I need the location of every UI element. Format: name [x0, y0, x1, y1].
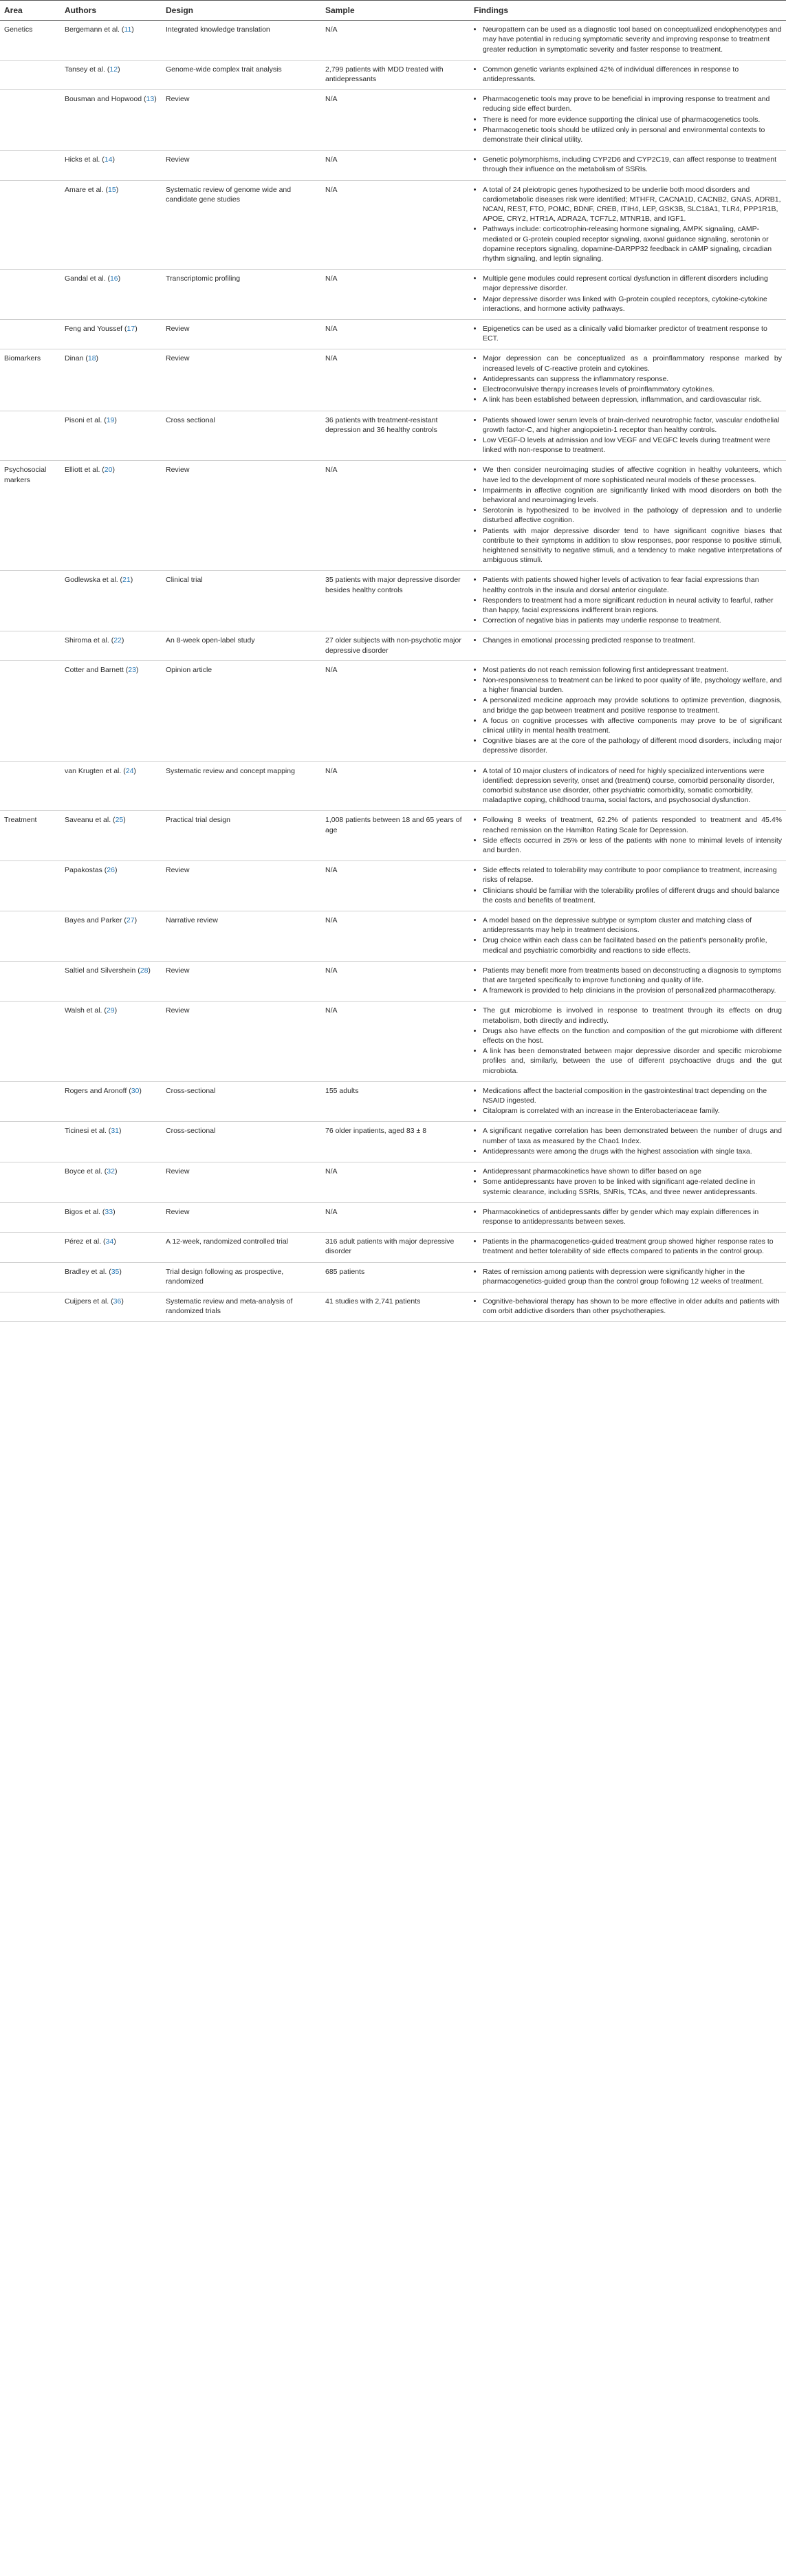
authors-cell: Saltiel and Silvershein (28): [61, 961, 162, 1002]
table-row: [0, 411, 786, 461]
finding-item: • Correction of negative bias in patients may underlie response to treatment.: [483, 616, 782, 625]
table-row: [0, 811, 786, 861]
authors-cell: Godlewska et al. (21): [61, 571, 162, 631]
area-cell: [0, 60, 61, 89]
findings-cell: [470, 21, 786, 61]
design-cell: Review: [162, 1162, 321, 1203]
table-row: [0, 90, 786, 151]
findings-list: [474, 636, 782, 645]
findings-cell: [470, 1081, 786, 1122]
findings-cell: [470, 1122, 786, 1162]
author-name: Elliott et al.: [65, 466, 100, 475]
findings-list: [474, 1126, 782, 1156]
findings-list: [474, 815, 782, 855]
design-cell: Cross-sectional: [162, 1122, 321, 1162]
author-name: Hicks et al.: [65, 155, 100, 164]
design-cell: Narrative review: [162, 911, 321, 962]
finding-item: • Patients with patients showed higher levels of activation to fear facial expressions than healthy controls in the insula and dorsal anterior cingulate.: [483, 575, 782, 594]
sample-cell: N/A: [321, 349, 470, 411]
author-name: Bradley et al.: [65, 1267, 107, 1276]
sample-cell: 685 patients: [321, 1262, 470, 1292]
findings-cell: [470, 811, 786, 861]
author-name: Amare et al.: [65, 185, 104, 194]
area-cell: [0, 90, 61, 151]
findings-cell: [470, 349, 786, 411]
findings-cell: [470, 1202, 786, 1232]
sample-cell: 155 adults: [321, 1081, 470, 1122]
finding-item: • A total of 24 pleiotropic genes hypothesized to be underlie both mood disorders and cardiometabolic diseases risk were identified; MTHFR, CACNA1D, CACNB2, GNAS, ADRB1, NCAN, REST, FTO, POMC, BDNF, CREB, ITIH4, LEP, GSK3B, SLC18A1, TLR4, PPP1R1B, APOE, CRY2, HTR1A, ADRA2A, TCF7L2, MTNR1B, and IGF1.: [483, 185, 782, 224]
authors-cell: Pérez et al. (34): [61, 1233, 162, 1262]
findings-cell: [470, 761, 786, 811]
finding-item: • Pharmacokinetics of antidepressants differ by gender which may explain differences in response to antidepressants between sexes.: [483, 1207, 782, 1226]
authors-cell: Cuijpers et al. (36): [61, 1292, 162, 1321]
sample-cell: N/A: [321, 1002, 470, 1081]
findings-list: [474, 766, 782, 805]
sample-cell: 76 older inpatients, aged 83 ± 8: [321, 1122, 470, 1162]
area-cell: [0, 571, 61, 631]
finding-item: • Non-responsiveness to treatment can be linked to poor quality of life, psychology welfare, and a higher financial burden.: [483, 675, 782, 695]
design-cell: Clinical trial: [162, 571, 321, 631]
reference-link[interactable]: 26: [107, 866, 115, 875]
finding-item: • Antidepressants can suppress the inflammatory response.: [483, 374, 782, 384]
author-name: Ticinesi et al.: [65, 1127, 107, 1136]
findings-cell: [470, 180, 786, 270]
finding-item: • A total of 10 major clusters of indicators of need for highly specialized interventions were identified: depression severity, onset and (treatment) course, comorbid personality disorder, comorbid substance use disorder, other psychiatric comorbidity, somatic comorbidity, maladaptive coping, childhood trauma, social factors, and psychosocial dysfunction.: [483, 766, 782, 805]
authors-cell: Bergemann et al. (11): [61, 21, 162, 61]
authors-cell: Feng and Youssef (17): [61, 320, 162, 349]
findings-cell: [470, 411, 786, 461]
finding-item: • Pharmacogenetic tools should be utilized only in personal and environmental contexts to demonstrate their clinical utility.: [483, 125, 782, 144]
findings-cell: [470, 1002, 786, 1081]
finding-item: • Patients showed lower serum levels of brain-derived neurotrophic factor, vascular endothelial growth factor-C, and higher angiopoietin-1 receptor than healthy controls.: [483, 415, 782, 435]
finding-item: • A personalized medicine approach may provide solutions to optimize prevention, diagnosis, and bridge the gap between treatment and positive response to treatment.: [483, 695, 782, 715]
design-cell: Transcriptomic profiling: [162, 270, 321, 320]
finding-item: • Serotonin is hypothesized to be involved in the pathology of depression and to underlie disturbed affective cognition.: [483, 506, 782, 525]
authors-cell: Walsh et al. (29): [61, 1002, 162, 1081]
table-row: [0, 320, 786, 349]
findings-list: [474, 94, 782, 144]
authors-cell: Bousman and Hopwood (13): [61, 90, 162, 151]
finding-item: • A significant negative correlation has been demonstrated between the number of drugs and number of taxa as measured by the Chao1 Index.: [483, 1126, 782, 1145]
authors-cell: Elliott et al. (20): [61, 461, 162, 571]
area-cell: [0, 961, 61, 1002]
findings-list: [474, 575, 782, 625]
table-row: [0, 911, 786, 962]
author-name: Shiroma et al.: [65, 636, 109, 645]
findings-list: [474, 25, 782, 54]
findings-cell: [470, 961, 786, 1002]
authors-cell: Papakostas (26): [61, 861, 162, 911]
design-cell: Genome-wide complex trait analysis: [162, 60, 321, 89]
area-cell: [0, 861, 61, 911]
findings-list: [474, 1267, 782, 1286]
finding-item: • Patients with major depressive disorder tend to have significant cognitive biases that contribute to their symptoms in addition to slow responses, poor response to positive stimuli, heightened sensitivity to negative stimuli, and a tendency to make negative interpretations of ambiguous stimuli.: [483, 526, 782, 565]
author-name: Saltiel and Silvershein: [65, 966, 136, 975]
findings-cell: [470, 1162, 786, 1203]
reference-link[interactable]: 19: [106, 415, 115, 424]
findings-cell: [470, 151, 786, 180]
area-cell: [0, 1122, 61, 1162]
area-cell: [0, 411, 61, 461]
area-cell: [0, 1162, 61, 1203]
author-name: Cotter and Barnett: [65, 665, 124, 674]
design-cell: Cross-sectional: [162, 1081, 321, 1122]
design-cell: Review: [162, 461, 321, 571]
reference-link[interactable]: 33: [105, 1207, 113, 1216]
area-cell: Treatment: [0, 811, 61, 861]
authors-cell: Cotter and Barnett (23): [61, 660, 162, 761]
findings-cell: [470, 270, 786, 320]
author-name: Pisoni et al.: [65, 415, 102, 424]
sample-cell: N/A: [321, 461, 470, 571]
sample-cell: N/A: [321, 961, 470, 1002]
reference-link[interactable]: 20: [104, 466, 113, 475]
area-cell: [0, 1292, 61, 1321]
author-name: Bergemann et al.: [65, 25, 120, 34]
sample-cell: N/A: [321, 911, 470, 962]
sample-cell: N/A: [321, 151, 470, 180]
design-cell: Systematic review of genome wide and candidate gene studies: [162, 180, 321, 270]
authors-cell: Pisoni et al. (19): [61, 411, 162, 461]
reference-link[interactable]: 11: [124, 25, 132, 34]
findings-cell: [470, 1292, 786, 1321]
sample-cell: N/A: [321, 320, 470, 349]
authors-cell: Tansey et al. (12): [61, 60, 162, 89]
authors-cell: Ticinesi et al. (31): [61, 1122, 162, 1162]
finding-item: • Genetic polymorphisms, including CYP2D6 and CYP2C19, can affect response to treatment through their influence on the metabolism of SSRIs.: [483, 155, 782, 174]
reference-link[interactable]: 29: [106, 1006, 115, 1015]
reference-link[interactable]: 25: [115, 816, 124, 825]
area-cell: [0, 320, 61, 349]
reference-link[interactable]: 12: [109, 65, 118, 74]
table-row: [0, 21, 786, 61]
author-name: Bigos et al.: [65, 1207, 100, 1216]
design-cell: Review: [162, 320, 321, 349]
finding-item: • Most patients do not reach remission following first antidepressant treatment.: [483, 665, 782, 675]
reference-link[interactable]: 18: [87, 354, 96, 363]
author-name: Feng and Youssef: [65, 325, 123, 334]
authors-cell: Bigos et al. (33): [61, 1202, 162, 1232]
author-name: Gandal et al.: [65, 274, 106, 283]
reference-link[interactable]: 23: [128, 665, 136, 674]
header-design: Design: [162, 1, 321, 21]
reference-link[interactable]: 31: [111, 1127, 119, 1136]
findings-list: [474, 1006, 782, 1075]
authors-cell: Hicks et al. (14): [61, 151, 162, 180]
author-name: Pérez et al.: [65, 1237, 102, 1246]
finding-item: • The gut microbiome is involved in response to treatment through its effects on drug metabolism, both directly and indirectly.: [483, 1006, 782, 1025]
findings-cell: [470, 861, 786, 911]
authors-cell: van Krugten et al. (24): [61, 761, 162, 811]
table-row: [0, 861, 786, 911]
finding-item: • Citalopram is correlated with an increase in the Enterobacteriaceae family.: [483, 1106, 782, 1116]
table-row: [0, 1002, 786, 1081]
table-row: [0, 180, 786, 270]
findings-cell: [470, 90, 786, 151]
findings-list: [474, 415, 782, 455]
reference-link[interactable]: 15: [108, 185, 116, 194]
table-row: [0, 660, 786, 761]
header-area: Area: [0, 1, 61, 21]
findings-list: [474, 966, 782, 996]
table-row: [0, 151, 786, 180]
findings-list: [474, 1297, 782, 1316]
design-cell: Opinion article: [162, 660, 321, 761]
findings-list: [474, 185, 782, 264]
design-cell: Integrated knowledge translation: [162, 21, 321, 61]
findings-list: [474, 354, 782, 404]
table-row: [0, 1202, 786, 1232]
area-cell: Biomarkers: [0, 349, 61, 411]
authors-cell: Rogers and Aronoff (30): [61, 1081, 162, 1122]
authors-cell: Amare et al. (15): [61, 180, 162, 270]
header-row: [0, 1, 786, 21]
design-cell: Practical trial design: [162, 811, 321, 861]
sample-cell: N/A: [321, 270, 470, 320]
findings-list: [474, 916, 782, 955]
author-name: Rogers and Aronoff: [65, 1086, 127, 1095]
findings-cell: [470, 631, 786, 660]
author-name: Boyce et al.: [65, 1167, 102, 1176]
findings-list: [474, 274, 782, 314]
findings-cell: [470, 320, 786, 349]
table-row: [0, 1233, 786, 1262]
reference-link[interactable]: 16: [109, 274, 118, 283]
design-cell: Review: [162, 1202, 321, 1232]
findings-list: [474, 1086, 782, 1116]
reference-link[interactable]: 14: [104, 155, 113, 164]
finding-item: • Rates of remission among patients with depression were significantly higher in the pharmacogenetics-guided group than the control group following 12 weeks of treatment.: [483, 1267, 782, 1286]
design-cell: Review: [162, 961, 321, 1002]
reference-link[interactable]: 13: [146, 95, 155, 104]
finding-item: • Side effects occurred in 25% or less of the patients with none to minimal levels of intensity and burden.: [483, 836, 782, 855]
finding-item: • Side effects related to tolerability may contribute to poor compliance to treatment, increasing risks of relapse.: [483, 865, 782, 885]
reference-link[interactable]: 30: [131, 1086, 140, 1095]
reference-link[interactable]: 17: [127, 325, 135, 334]
finding-item: • Medications affect the bacterial composition in the gastrointestinal tract depending on the NSAID ingested.: [483, 1086, 782, 1105]
finding-item: • Drugs also have effects on the function and composition of the gut microbiome with different effects on the host.: [483, 1026, 782, 1046]
authors-cell: Bayes and Parker (27): [61, 911, 162, 962]
table-row: [0, 60, 786, 89]
design-cell: Trial design following as prospective, randomized: [162, 1262, 321, 1292]
reference-link[interactable]: 24: [125, 766, 134, 775]
area-cell: [0, 660, 61, 761]
findings-cell: [470, 60, 786, 89]
design-cell: Systematic review and meta-analysis of randomized trials: [162, 1292, 321, 1321]
sample-cell: N/A: [321, 861, 470, 911]
authors-cell: Saveanu et al. (25): [61, 811, 162, 861]
finding-item: • A model based on the depressive subtype or symptom cluster and matching class of antidepressants may help in treatment decisions.: [483, 916, 782, 935]
author-name: Cuijpers et al.: [65, 1297, 109, 1306]
sample-cell: 27 older subjects with non-psychotic major depressive disorder: [321, 631, 470, 660]
table-row: [0, 961, 786, 1002]
finding-item: • Low VEGF-D levels at admission and low VEGF and VEGFC levels during treatment were linked with non-response to treatment.: [483, 435, 782, 455]
finding-item: • Patients may benefit more from treatments based on deconstructing a diagnosis to symptoms that are targeted specifically to improve functioning and quality of life.: [483, 966, 782, 985]
findings-list: [474, 1207, 782, 1226]
area-cell: [0, 1002, 61, 1081]
findings-cell: [470, 660, 786, 761]
findings-list: [474, 865, 782, 905]
reference-link[interactable]: 36: [113, 1297, 122, 1306]
area-cell: [0, 911, 61, 962]
findings-list: [474, 1167, 782, 1197]
area-cell: [0, 1202, 61, 1232]
finding-item: • Electroconvulsive therapy increases levels of proinflammatory cytokines.: [483, 385, 782, 394]
sample-cell: 316 adult patients with major depressive disorder: [321, 1233, 470, 1262]
table-row: [0, 1122, 786, 1162]
finding-item: • Clinicians should be familiar with the tolerability profiles of different drugs and should balance the costs and benefits of treatment.: [483, 886, 782, 905]
header-authors: Authors: [61, 1, 162, 21]
findings-cell: [470, 571, 786, 631]
sample-cell: N/A: [321, 21, 470, 61]
table-row: [0, 1162, 786, 1203]
author-name: Saveanu et al.: [65, 816, 111, 825]
header-findings: Findings: [470, 1, 786, 21]
finding-item: • Responders to treatment had a more significant reduction in neural activity to fearful, rather than happy, facial expressions indifferent brain regions.: [483, 596, 782, 615]
table-row: [0, 571, 786, 631]
authors-cell: Gandal et al. (16): [61, 270, 162, 320]
table-row: [0, 761, 786, 811]
finding-item: • Antidepressants were among the drugs with the highest association with single taxa.: [483, 1147, 782, 1156]
finding-item: • Impairments in affective cognition are significantly linked with mood disorders on both the behavioral and neuroimaging levels.: [483, 486, 782, 505]
reference-link[interactable]: 22: [113, 636, 122, 645]
area-cell: [0, 631, 61, 660]
author-name: Dinan: [65, 354, 84, 363]
authors-cell: Boyce et al. (32): [61, 1162, 162, 1203]
reference-link[interactable]: 34: [105, 1237, 114, 1246]
author-name: van Krugten et al.: [65, 766, 122, 775]
author-name: Tansey et al.: [65, 65, 105, 74]
findings-list: [474, 665, 782, 756]
table-row: [0, 349, 786, 411]
finding-item: • Common genetic variants explained 42% of individual differences in response to antidepressants.: [483, 65, 782, 84]
design-cell: Review: [162, 90, 321, 151]
sample-cell: N/A: [321, 660, 470, 761]
sample-cell: 41 studies with 2,741 patients: [321, 1292, 470, 1321]
findings-cell: [470, 911, 786, 962]
reference-link[interactable]: 28: [140, 966, 149, 975]
finding-item: • A focus on cognitive processes with affective components may prove to be of significant clinical utility in mental health treatment.: [483, 716, 782, 735]
findings-list: [474, 324, 782, 343]
design-cell: Review: [162, 349, 321, 411]
reference-link[interactable]: 32: [107, 1167, 115, 1176]
sample-cell: 35 patients with major depressive disorder besides healthy controls: [321, 571, 470, 631]
reference-link[interactable]: 21: [122, 576, 131, 585]
design-cell: Review: [162, 861, 321, 911]
design-cell: Cross sectional: [162, 411, 321, 461]
finding-item: • A link has been established between depression, inflammation, and cardiovascular risk.: [483, 395, 782, 404]
sample-cell: 36 patients with treatment-resistant depression and 36 healthy controls: [321, 411, 470, 461]
area-cell: [0, 1081, 61, 1122]
sample-cell: 2,799 patients with MDD treated with antidepressants: [321, 60, 470, 89]
area-cell: [0, 180, 61, 270]
table-row: [0, 1262, 786, 1292]
sample-cell: N/A: [321, 1162, 470, 1203]
author-name: Papakostas: [65, 866, 102, 875]
design-cell: Systematic review and concept mapping: [162, 761, 321, 811]
author-name: Bousman and Hopwood: [65, 95, 142, 104]
finding-item: • Multiple gene modules could represent cortical dysfunction in different disorders including major depressive disorder.: [483, 274, 782, 293]
area-cell: [0, 1262, 61, 1292]
finding-item: • Pathways include: corticotrophin-releasing hormone signaling, AMPK signaling, cAMP-mediated or G-protein coupled receptor signaling, axonal guidance signaling, serotonin or dopamine receptors signaling, dopamine-DARPP32 feedback in cAMP signaling, circadian rhythm signaling, and leptin signaling.: [483, 224, 782, 263]
finding-item: • Patients in the pharmacogenetics-guided treatment group showed higher response rates to treatment and better tolerability of side effects compared to patients in the control group.: [483, 1237, 782, 1256]
table-row: [0, 631, 786, 660]
finding-item: • Pharmacogenetic tools may prove to be beneficial in improving response to treatment and reducing side effect burden.: [483, 94, 782, 113]
findings-list: [474, 465, 782, 565]
reference-link[interactable]: 27: [126, 916, 135, 925]
area-cell: [0, 761, 61, 811]
header-sample: Sample: [321, 1, 470, 21]
design-cell: An 8-week open-label study: [162, 631, 321, 660]
area-cell: [0, 151, 61, 180]
table-row: [0, 270, 786, 320]
finding-item: • Major depressive disorder was linked with G-protein coupled receptors, cytokine-cytokine interactions, and hormone activity pathways.: [483, 294, 782, 314]
author-name: Walsh et al.: [65, 1006, 102, 1015]
finding-item: • Changes in emotional processing predicted response to treatment.: [483, 636, 782, 645]
findings-list: [474, 155, 782, 174]
author-name: Bayes and Parker: [65, 916, 122, 925]
finding-item: • A framework is provided to help clinicians in the provision of personalized pharmacotherapy.: [483, 986, 782, 995]
finding-item: • Major depression can be conceptualized as a proinflammatory response marked by increased levels of C-reactive protein and cytokines.: [483, 354, 782, 373]
authors-cell: Shiroma et al. (22): [61, 631, 162, 660]
finding-item: • Following 8 weeks of treatment, 62.2% of patients responded to treatment and 45.4% reached remission on the Hamilton Rating Scale for Depression.: [483, 815, 782, 834]
findings-cell: [470, 461, 786, 571]
finding-item: • Epigenetics can be used as a clinically valid biomarker predictor of treatment response to ECT.: [483, 324, 782, 343]
reference-link[interactable]: 35: [111, 1267, 120, 1276]
finding-item: • There is need for more evidence supporting the clinical use of pharmacogenetics tools.: [483, 115, 782, 125]
finding-item: • Neuropattern can be used as a diagnostic tool based on conceptualized endophenotypes and may have potential in reducing symptomatic severity and improving response to treatment greater reduction in symptomatic severity and faster response to treatment.: [483, 25, 782, 54]
area-cell: [0, 270, 61, 320]
finding-item: • We then consider neuroimaging studies of affective cognition in healthy volunteers, which have led to the development of more sophisticated neural models of these processes.: [483, 465, 782, 484]
area-cell: Psychosocial markers: [0, 461, 61, 571]
findings-cell: [470, 1262, 786, 1292]
author-name: Godlewska et al.: [65, 576, 118, 585]
findings-list: [474, 1237, 782, 1256]
findings-cell: [470, 1233, 786, 1262]
design-cell: A 12-week, randomized controlled trial: [162, 1233, 321, 1262]
finding-item: • Some antidepressants have proven to be linked with significant age-related decline in systemic clearance, including SSRIs, SNRIs, TCAs, and three newer antidepressants.: [483, 1177, 782, 1196]
area-cell: [0, 1233, 61, 1262]
table-row: [0, 1292, 786, 1321]
sample-cell: N/A: [321, 1202, 470, 1232]
table-row: [0, 1081, 786, 1122]
sample-cell: N/A: [321, 90, 470, 151]
authors-cell: Bradley et al. (35): [61, 1262, 162, 1292]
design-cell: Review: [162, 151, 321, 180]
finding-item: • A link has been demonstrated between major depressive disorder and specific microbiome profiles and, similarly, between the use of different psychoactive drugs and the gut microbiota.: [483, 1046, 782, 1076]
table-row: [0, 461, 786, 571]
finding-item: • Cognitive biases are at the core of the pathology of different mood disorders, including major depressive disorder.: [483, 736, 782, 755]
finding-item: • Drug choice within each class can be facilitated based on the patient's personality profile, medical and psychiatric comorbidity and reactions to side effects.: [483, 935, 782, 955]
finding-item: • Cognitive-behavioral therapy has shown to be more effective in older adults and patients with com orbit addictive disorders than other psychotherapies.: [483, 1297, 782, 1316]
authors-cell: Dinan (18): [61, 349, 162, 411]
sample-cell: N/A: [321, 761, 470, 811]
area-cell: Genetics: [0, 21, 61, 61]
design-cell: Review: [162, 1002, 321, 1081]
sample-cell: N/A: [321, 180, 470, 270]
sample-cell: 1,008 patients between 18 and 65 years of age: [321, 811, 470, 861]
findings-list: [474, 65, 782, 84]
finding-item: • Antidepressant pharmacokinetics have shown to differ based on age: [483, 1167, 782, 1176]
